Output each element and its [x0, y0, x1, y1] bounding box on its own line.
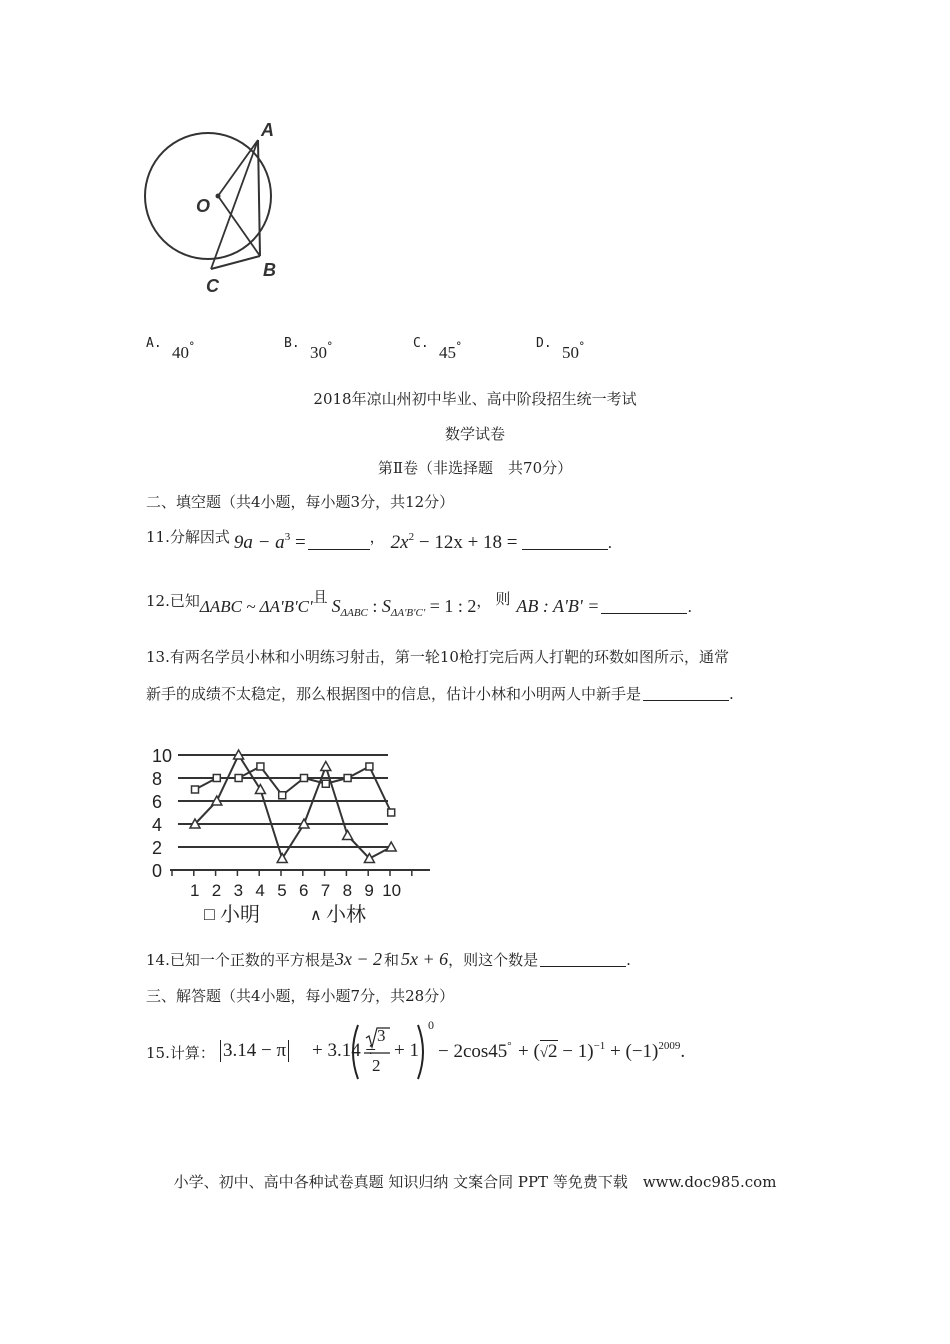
segment-ac — [211, 140, 258, 269]
data-point-triangle — [255, 785, 265, 794]
answer-blank-13[interactable] — [643, 684, 729, 701]
data-point-square — [388, 809, 395, 816]
question-prefix: 15.计算： — [146, 1044, 215, 1062]
period: . — [607, 534, 613, 552]
legend-symbol: □ — [204, 904, 215, 924]
exam-subject: 数学试卷 — [444, 425, 505, 443]
answer-blank-11a[interactable] — [308, 533, 370, 550]
shooting-score-chart — [140, 715, 440, 930]
data-point-triangle — [343, 831, 353, 840]
circle-figure — [130, 110, 300, 305]
data-point-square — [235, 775, 242, 782]
y-tick-label: 4 — [152, 815, 163, 835]
segment-ab — [258, 140, 260, 256]
x-tick-label: 5 — [277, 881, 287, 900]
power-0: 0 — [428, 1018, 434, 1032]
data-point-square — [322, 780, 329, 787]
choice-value: 45 — [439, 343, 456, 362]
legend-symbol: ∧ — [310, 907, 322, 924]
x-tick-label: 6 — [299, 881, 309, 900]
data-point-square — [192, 786, 199, 793]
similar-expr: ΔABC ~ ΔA'B'C' — [199, 597, 313, 616]
sqrt3: 3 — [377, 1026, 386, 1045]
choice-value: 40 — [172, 343, 189, 362]
question-12 — [146, 586, 692, 620]
legend-label: 小明 — [220, 904, 260, 926]
plus-1: + 1 — [394, 1040, 419, 1061]
label-b: B — [263, 260, 276, 280]
choice-letter: C. — [413, 336, 429, 351]
x-tick-label: 8 — [342, 881, 353, 900]
then-word: 则 — [495, 590, 511, 608]
exam-part: 第Ⅱ卷（非选择题 共70分） — [377, 459, 573, 477]
y-tick-label: 2 — [152, 838, 163, 858]
x-tick-label: 7 — [320, 881, 331, 900]
cos-term: − 2cos45° — [438, 1040, 512, 1062]
period: . — [626, 951, 631, 969]
plus-314-div: + 3.14 ÷ — [312, 1040, 376, 1061]
and-word: 且 — [312, 588, 328, 606]
expr-quadratic: $2x^2 - 12x + 18$ = — [390, 531, 518, 553]
label-o: O — [196, 196, 211, 216]
x-tick-label: 3 — [233, 881, 244, 900]
section-heading-fill: 二、填空题（共4小题，每小题3分，共12分） — [146, 493, 455, 511]
y-tick-label: 0 — [152, 861, 163, 881]
x-tick-label: 1 — [190, 881, 200, 900]
question-13-line1: 13.有两名学员小林和小明练习射击，第一轮10枪打完后两人打靶的环数如图所示，通常 — [146, 648, 729, 666]
choice-c — [413, 332, 462, 362]
data-point-triangle — [277, 854, 287, 863]
label-a: A — [261, 120, 274, 140]
question-11 — [146, 526, 612, 556]
answer-blank-11b[interactable] — [522, 533, 608, 550]
expr-9a-a3: $9a - a^3$ = — [233, 531, 306, 553]
period: . — [729, 685, 734, 703]
y-tick-label: 10 — [152, 746, 173, 766]
ask-ratio: AB : A'B' = — [516, 596, 600, 616]
choice-value: 30 — [310, 343, 327, 362]
x-tick-label: 10 — [382, 881, 402, 900]
label-c: C — [206, 276, 219, 296]
x-tick-label: 9 — [364, 881, 374, 900]
answer-blank-14[interactable] — [540, 950, 626, 967]
sqrt2-term: + $(√2 - 1)^{-1} + (-1)^{2009}$. — [518, 1040, 686, 1062]
question-14 — [146, 949, 631, 970]
denominator-2: 2 — [372, 1056, 381, 1075]
choice-letter: A. — [146, 336, 162, 351]
data-point-square — [279, 792, 286, 799]
y-tick-label: 6 — [152, 792, 163, 812]
degree-mark: ° — [189, 340, 195, 353]
and-word: 和 — [384, 951, 400, 969]
footer-text: 小学、初中、高中各种试卷真题 知识归纳 文案合同 PPT 等免费下载 www.doc985.com — [173, 1173, 777, 1191]
center-point — [216, 194, 221, 199]
data-point-square — [213, 775, 220, 782]
exam-title: 2018年凉山州初中毕业、高中阶段招生统一考试 — [313, 390, 637, 408]
question-15 — [146, 1018, 766, 1082]
x-tick-label: 2 — [211, 881, 222, 900]
expr-3x-2: 3x − 2 — [334, 949, 382, 969]
question-prefix: 12.已知 — [146, 592, 200, 610]
question-suffix: ，则这个数是 — [448, 951, 539, 969]
area-ratio: $S_{\Delta ABC}$ : $S_{\Delta A'B'C'} = 1$ : 2 — [331, 596, 477, 619]
question-13-line2 — [146, 683, 734, 704]
question-prefix: 14.已知一个正数的平方根是 — [146, 951, 335, 969]
choice-letter: B. — [284, 336, 300, 351]
data-point-square — [344, 775, 351, 782]
degree-mark: ° — [579, 340, 585, 353]
separator: ， — [369, 528, 385, 546]
choice-letter: D. — [536, 336, 552, 351]
series-line-xiaoming — [195, 767, 391, 813]
choice-a — [146, 332, 195, 362]
choice-value: 50 — [562, 343, 579, 362]
answer-blank-12[interactable] — [601, 597, 687, 614]
abs-value-expr: 3.14 − π — [220, 1040, 289, 1062]
degree-mark: ° — [456, 340, 462, 353]
question-prefix: 11.分解因式 — [146, 528, 230, 546]
x-tick-label: 4 — [255, 881, 265, 900]
separator: ， — [476, 592, 492, 610]
choice-d — [536, 332, 585, 362]
question-text: 新手的成绩不太稳定，那么根据图中的信息，估计小林和小明两人中新手是 — [146, 685, 642, 703]
data-point-triangle — [321, 762, 331, 771]
data-point-square — [366, 763, 373, 770]
period: . — [687, 598, 693, 616]
segment-oa — [218, 140, 258, 196]
choice-b — [284, 332, 333, 362]
data-point-square — [257, 763, 264, 770]
segment-ob — [218, 196, 260, 256]
expr-5x+6: 5x + 6 — [401, 949, 449, 969]
legend-label: 小林 — [326, 904, 366, 926]
data-point-square — [301, 775, 308, 782]
section-heading-solve: 三、解答题（共4小题，每小题7分，共28分） — [146, 987, 455, 1005]
degree-mark: ° — [327, 340, 333, 353]
y-tick-label: 8 — [152, 769, 163, 789]
